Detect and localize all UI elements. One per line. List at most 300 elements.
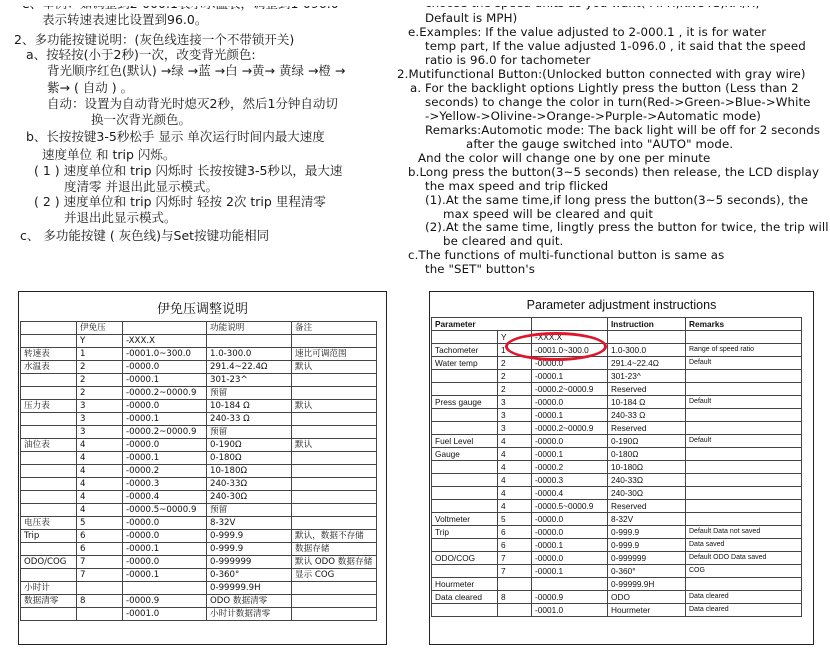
table-cell: 6: [77, 530, 123, 543]
table-cell: 2: [498, 357, 532, 370]
header-cell: [532, 318, 608, 331]
table-row: [21, 439, 377, 452]
cn-line: c、 多功能按键 ( 灰色线)与Set按键功能相同: [20, 228, 270, 243]
table-cell: 8: [498, 591, 532, 604]
table-cell: 4: [498, 435, 532, 448]
table-cell: [686, 578, 802, 591]
table-cell: Default Data not saved: [686, 526, 802, 539]
table-cell: -0000.0: [123, 556, 207, 569]
table-cell: COG: [686, 565, 802, 578]
table-cell: [21, 452, 77, 465]
table-cell: Data cleared: [686, 604, 802, 617]
table-row: [21, 543, 377, 556]
table-cell: 0-360°: [608, 565, 686, 578]
table-cell: 301-23^: [608, 370, 686, 383]
table-cell: 240-33 Ω: [608, 409, 686, 422]
table-cell: [292, 595, 377, 608]
table-cell: [21, 413, 77, 426]
cn-line: 表示转速表速比设置到96.0。: [42, 12, 208, 27]
table-cell: [21, 465, 77, 478]
table-cell: [432, 422, 498, 435]
table-row: [432, 474, 802, 487]
table-cell: 1.0-300.0: [608, 344, 686, 357]
table-cell: 速比可调范围: [292, 348, 377, 361]
table-cell: ODO 数据清零: [207, 595, 292, 608]
table-cell: -0000.2: [532, 461, 608, 474]
table-cell: [432, 565, 498, 578]
table-cell: Gauge: [432, 448, 498, 461]
table-row: [21, 465, 377, 478]
en-line: c.The functions of multi-functional button is same as: [408, 248, 725, 262]
table-cell: -0000.4: [532, 487, 608, 500]
table-cell: [123, 582, 207, 595]
table-row: [432, 500, 802, 513]
table-cell: [21, 387, 77, 400]
table-cell: -0000.0: [123, 517, 207, 530]
table-cell: [21, 543, 77, 556]
table-row: [21, 478, 377, 491]
table-cell: [498, 604, 532, 617]
table-cell: 4: [77, 439, 123, 452]
table-cell: ODO: [608, 591, 686, 604]
table-row: [21, 530, 377, 543]
table-cell: 电压表: [21, 517, 77, 530]
table-row: [432, 370, 802, 383]
table-cell: 240-30Ω: [608, 487, 686, 500]
table-cell: 0-99999.9H: [207, 582, 292, 595]
table-cell: Y: [498, 331, 532, 344]
table-cell: Fuel Level: [432, 435, 498, 448]
table-row: [432, 383, 802, 396]
table-cell: 4: [77, 491, 123, 504]
table-cell: Y: [77, 335, 123, 348]
table-row: [432, 539, 802, 552]
table-cell: [292, 465, 377, 478]
table-cell: -0000.2~0000.9: [123, 426, 207, 439]
table-row: [21, 348, 377, 361]
table-cell: [432, 539, 498, 552]
table-cell: 8-32V: [608, 513, 686, 526]
table-cell: Reserved: [608, 500, 686, 513]
table-cell: 默认，数据不存储: [292, 530, 377, 543]
table-cell: [292, 413, 377, 426]
table-cell: [686, 422, 802, 435]
table-cell: -0000.2: [123, 465, 207, 478]
table-cell: Data saved: [686, 539, 802, 552]
table-cell: 默认: [292, 400, 377, 413]
header-cell: [21, 322, 77, 335]
table-cell: [292, 387, 377, 400]
table-cell: 2: [77, 374, 123, 387]
en-line: temp part, If the value adjusted 1-096.0 , it said that the speed: [425, 39, 806, 53]
top-crop-edge: [0, 0, 830, 6]
table-row: [432, 487, 802, 500]
table-cell: 水温表: [21, 361, 77, 374]
en-line: ratio is 96.0 for tachometer: [425, 53, 591, 67]
en-line: And the color will change one by one per minute: [418, 151, 711, 165]
cn-line: 速度单位 和 trip 闪烁。: [42, 147, 176, 162]
table-row: [432, 331, 802, 344]
table-cell: -0000.1: [532, 539, 608, 552]
table-row: [432, 604, 802, 617]
cn-line: ( 1 ) 速度单位和 trip 闪烁时 长按按键3-5秒以，最大速: [34, 163, 343, 178]
table-cell: Default: [686, 357, 802, 370]
table-cell: 6: [77, 543, 123, 556]
table-row: [21, 374, 377, 387]
table-cell: [432, 604, 498, 617]
en-line: ->Yellow->Olivine->Orange->Purple->Automatic mode): [425, 109, 762, 123]
table-row: [21, 452, 377, 465]
table-cell: -0000.0: [532, 552, 608, 565]
table-cell: ODO/COG: [432, 552, 498, 565]
table-cell: 4: [498, 448, 532, 461]
table-cell: [432, 487, 498, 500]
table-cell: 数据清零: [21, 595, 77, 608]
table-cell: 291.4~22.4Ω: [207, 361, 292, 374]
cn-table-title: 伊免压调整说明: [156, 302, 248, 317]
table-cell: -0000.0: [123, 361, 207, 374]
table-row: [432, 396, 802, 409]
table-row: [21, 595, 377, 608]
table-cell: [292, 426, 377, 439]
table-cell: -0000.1: [532, 370, 608, 383]
table-cell: 2: [77, 361, 123, 374]
table-cell: [292, 582, 377, 595]
cn-line: 自动：设置为自动背光时熄灭2秒，然后1分钟自动切: [47, 96, 338, 111]
table-header-row: [21, 322, 377, 335]
en-line: (2).At the same time, lingtly press the button for twice, the trip will: [425, 220, 829, 234]
table-cell: -0000.2~0000.9: [532, 383, 608, 396]
table-row: [21, 387, 377, 400]
table-cell: 3: [498, 396, 532, 409]
table-cell: [686, 370, 802, 383]
table-cell: 4: [77, 452, 123, 465]
table-cell: [432, 370, 498, 383]
table-cell: -0000.1: [123, 374, 207, 387]
table-cell: -0001.0~300.0: [532, 344, 608, 357]
table-cell: [292, 374, 377, 387]
cn-line: b、长按按键3-5秒松手 显示 单次运行时间内最大速度: [26, 129, 325, 144]
table-cell: 10-180Ω: [207, 465, 292, 478]
table-cell: 3: [498, 409, 532, 422]
table-cell: -0001.0: [532, 604, 608, 617]
table-cell: [686, 409, 802, 422]
table-cell: [432, 383, 498, 396]
en-line: Default is MPH): [425, 11, 518, 25]
cn-line: 并退出此显示模式。: [64, 210, 177, 225]
table-cell: 6: [498, 526, 532, 539]
table-cell: -0000.1: [123, 452, 207, 465]
table-cell: 0-999999: [207, 556, 292, 569]
table-cell: 默认: [292, 361, 377, 374]
table-cell: 7: [498, 565, 532, 578]
table-row: [21, 335, 377, 348]
table-cell: -0000.1: [123, 543, 207, 556]
table-row: [21, 504, 377, 517]
table-cell: 7: [498, 552, 532, 565]
en-line: be cleared and quit.: [443, 234, 564, 248]
table-cell: 预留: [207, 387, 292, 400]
table-cell: [686, 448, 802, 461]
table-cell: 默认: [292, 439, 377, 452]
table-row: [432, 513, 802, 526]
header-cell: Instruction: [608, 318, 686, 331]
table-cell: 10-184 Ω: [207, 400, 292, 413]
table-cell: -0000.1: [532, 409, 608, 422]
table-cell: 预留: [207, 504, 292, 517]
table-cell: -0000.1: [123, 569, 207, 582]
table-cell: -0000.0: [123, 400, 207, 413]
table-cell: [21, 478, 77, 491]
table-cell: [432, 461, 498, 474]
table-cell: 0-180Ω: [608, 448, 686, 461]
table-row: [21, 569, 377, 582]
table-cell: [686, 513, 802, 526]
en-table-title: Parameter adjustment instructions: [526, 298, 717, 312]
table-cell: 4: [498, 500, 532, 513]
table-cell: 240-30Ω: [207, 491, 292, 504]
table-cell: [686, 474, 802, 487]
table-cell: -0001.0~300.0: [123, 348, 207, 361]
table-row: [21, 556, 377, 569]
table-cell: 显示 COG: [292, 569, 377, 582]
table-row: [432, 409, 802, 422]
table-cell: -0000.0: [532, 435, 608, 448]
table-cell: 0-190Ω: [207, 439, 292, 452]
table-cell: -0000.2~0000.9: [123, 387, 207, 400]
table-cell: 1: [498, 344, 532, 357]
table-cell: 数据存储: [292, 543, 377, 556]
table-cell: 小时计: [21, 582, 77, 595]
table-cell: Trip: [21, 530, 77, 543]
table-cell: -0000.0: [532, 526, 608, 539]
table-cell: 4: [498, 461, 532, 474]
cn-parameter-table-panel: [18, 291, 387, 645]
table-cell: [292, 335, 377, 348]
table-cell: Default ODO Data saved: [686, 552, 802, 565]
table-cell: 4: [77, 465, 123, 478]
table-cell: [292, 504, 377, 517]
table-row: [21, 608, 377, 621]
table-cell: -0000.1: [532, 565, 608, 578]
table-cell: 301-23^: [207, 374, 292, 387]
table-cell: Hourmeter: [432, 578, 498, 591]
table-cell: -0000.0: [123, 530, 207, 543]
table-cell: 0-999.9: [207, 543, 292, 556]
header-cell: Parameter: [432, 318, 532, 331]
table-cell: [292, 478, 377, 491]
cn-line: 度清零 并退出此显示模式。: [64, 179, 218, 194]
table-cell: [432, 331, 498, 344]
table-cell: 6: [498, 539, 532, 552]
cn-line: a、按轻按(小于2秒)一次，改变背光颜色:: [26, 47, 256, 62]
table-cell: -0000.4: [123, 491, 207, 504]
table-cell: ODO/COG: [21, 556, 77, 569]
table-cell: 240-33Ω: [207, 478, 292, 491]
table-row: [432, 526, 802, 539]
table-cell: 预留: [207, 426, 292, 439]
table-cell: Press gauge: [432, 396, 498, 409]
en-line: b.Long press the button(3~5 seconds) then release, the LCD display: [408, 165, 820, 179]
table-cell: 7: [77, 569, 123, 582]
table-cell: 2: [498, 370, 532, 383]
table-cell: Default: [686, 435, 802, 448]
table-cell: 4: [77, 504, 123, 517]
table-row: [432, 422, 802, 435]
table-cell: [77, 608, 123, 621]
table-cell: 8-32V: [207, 517, 292, 530]
table-cell: [432, 500, 498, 513]
table-row: [21, 361, 377, 374]
table-cell: [432, 409, 498, 422]
table-cell: 压力表: [21, 400, 77, 413]
header-cell: Remarks: [686, 318, 802, 331]
table-cell: 0-999999: [608, 552, 686, 565]
table-cell: [21, 569, 77, 582]
table-cell: [686, 461, 802, 474]
en-parameter-table: [431, 317, 802, 617]
table-cell: 0-999.9: [608, 526, 686, 539]
table-cell: -0000.1: [532, 448, 608, 461]
cn-section-heading: 2、多功能按键说明：(灰色线连接一个不带锁开关): [14, 32, 295, 47]
table-cell: -0000.9: [123, 595, 207, 608]
table-cell: Tachometer: [432, 344, 498, 357]
table-cell: -0000.0: [532, 396, 608, 409]
table-cell: 5: [77, 517, 123, 530]
table-cell: 3: [77, 413, 123, 426]
table-cell: 291.4~22.4Ω: [608, 357, 686, 370]
table-cell: -XXX.X: [532, 331, 608, 344]
table-cell: Data cleared: [432, 591, 498, 604]
table-row: [432, 357, 802, 370]
table-cell: [21, 491, 77, 504]
table-cell: 240-33 Ω: [207, 413, 292, 426]
table-cell: -0000.3: [532, 474, 608, 487]
en-section-heading: 2.Mutifunctional Button:(Unlocked button connected with gray wire): [397, 67, 806, 81]
table-cell: Voltmeter: [432, 513, 498, 526]
cn-line: 紫→ ( 自动 ) 。: [47, 80, 134, 95]
table-cell: 默认 ODO 数据存储: [292, 556, 377, 569]
table-cell: 0-999.9: [207, 530, 292, 543]
table-row: [432, 344, 802, 357]
table-cell: [292, 608, 377, 621]
table-row: [21, 517, 377, 530]
header-cell: [123, 322, 207, 335]
table-cell: 3: [77, 426, 123, 439]
cn-line: 背光顺序红色(默认) →绿 →蓝 →白 →黄→ 黄绿 →橙 →: [47, 63, 346, 78]
table-cell: Default: [686, 396, 802, 409]
table-cell: [21, 335, 77, 348]
table-cell: 转速表: [21, 348, 77, 361]
table-cell: [21, 608, 77, 621]
table-cell: 3: [77, 400, 123, 413]
en-line: the "SET" button's: [425, 262, 535, 276]
en-parameter-table-panel: [429, 291, 814, 645]
en-line: e.Examples: If the value adjusted to 2-000.1 , it is for water: [408, 25, 767, 39]
table-cell: [498, 578, 532, 591]
table-row: [432, 578, 802, 591]
table-cell: Data cleared: [686, 591, 802, 604]
table-cell: 小时计数据清零: [207, 608, 292, 621]
table-row: [432, 435, 802, 448]
table-cell: [292, 452, 377, 465]
table-cell: [686, 487, 802, 500]
table-cell: -0000.5~0000.9: [123, 504, 207, 517]
table-cell: Reserved: [608, 422, 686, 435]
table-row: [432, 461, 802, 474]
table-cell: Trip: [432, 526, 498, 539]
table-cell: [292, 491, 377, 504]
table-cell: 10-184 Ω: [608, 396, 686, 409]
table-cell: [686, 383, 802, 396]
table-cell: 7: [77, 556, 123, 569]
table-cell: 240-33Ω: [608, 474, 686, 487]
table-cell: [686, 500, 802, 513]
table-cell: -0000.2~0000.9: [532, 422, 608, 435]
table-cell: 0-360°: [207, 569, 292, 582]
table-row: [432, 552, 802, 565]
table-cell: [532, 578, 608, 591]
table-row: [432, 591, 802, 604]
en-line: a. For the backlight options Lightly press the button (Less than 2: [410, 81, 799, 95]
cn-line: ( 2 ) 速度单位和 trip 闪烁时 轻按 2次 trip 里程清零: [34, 194, 326, 209]
en-line: seconds) to change the color in turn(Red->Green->Blue->White: [425, 95, 811, 109]
table-cell: Hourmeter: [608, 604, 686, 617]
table-cell: [21, 374, 77, 387]
table-cell: Reserved: [608, 383, 686, 396]
table-cell: [686, 331, 802, 344]
table-cell: 4: [498, 474, 532, 487]
table-header-row: [432, 318, 802, 331]
en-line: Remarks:Automotic mode: The back light will be off for 2 seconds: [425, 123, 821, 137]
table-cell: -0000.1: [123, 413, 207, 426]
table-row: [21, 413, 377, 426]
table-cell: -XXX.X: [123, 335, 207, 348]
table-cell: [77, 582, 123, 595]
table-cell: -0000.9: [532, 591, 608, 604]
table-cell: 10-180Ω: [608, 461, 686, 474]
table-cell: 2: [498, 383, 532, 396]
table-cell: 油位表: [21, 439, 77, 452]
table-cell: 0-190Ω: [608, 435, 686, 448]
en-line: the max speed and trip flicked: [425, 179, 609, 193]
table-cell: -0000.0: [123, 439, 207, 452]
table-cell: 1: [77, 348, 123, 361]
cn-parameter-table: [20, 321, 377, 621]
cn-line: 换一次背光颜色。: [91, 112, 192, 127]
table-cell: -0001.0: [123, 608, 207, 621]
table-cell: 0-999.9: [608, 539, 686, 552]
table-cell: -0000.0: [532, 513, 608, 526]
table-row: [432, 565, 802, 578]
table-row: [21, 426, 377, 439]
table-cell: 0-180Ω: [207, 452, 292, 465]
table-cell: -0000.3: [123, 478, 207, 491]
table-row: [432, 448, 802, 461]
table-cell: 4: [498, 487, 532, 500]
table-cell: [21, 426, 77, 439]
table-cell: [21, 504, 77, 517]
table-cell: 8: [77, 595, 123, 608]
table-cell: -0000.5~0000.9: [532, 500, 608, 513]
table-cell: [207, 335, 292, 348]
table-cell: 2: [77, 387, 123, 400]
en-line: (1).At the same time,if long press the button(3~5 seconds), the: [425, 193, 809, 207]
table-cell: [292, 517, 377, 530]
header-cell: 伊免压: [77, 322, 123, 335]
table-cell: 4: [77, 478, 123, 491]
table-cell: 3: [498, 422, 532, 435]
